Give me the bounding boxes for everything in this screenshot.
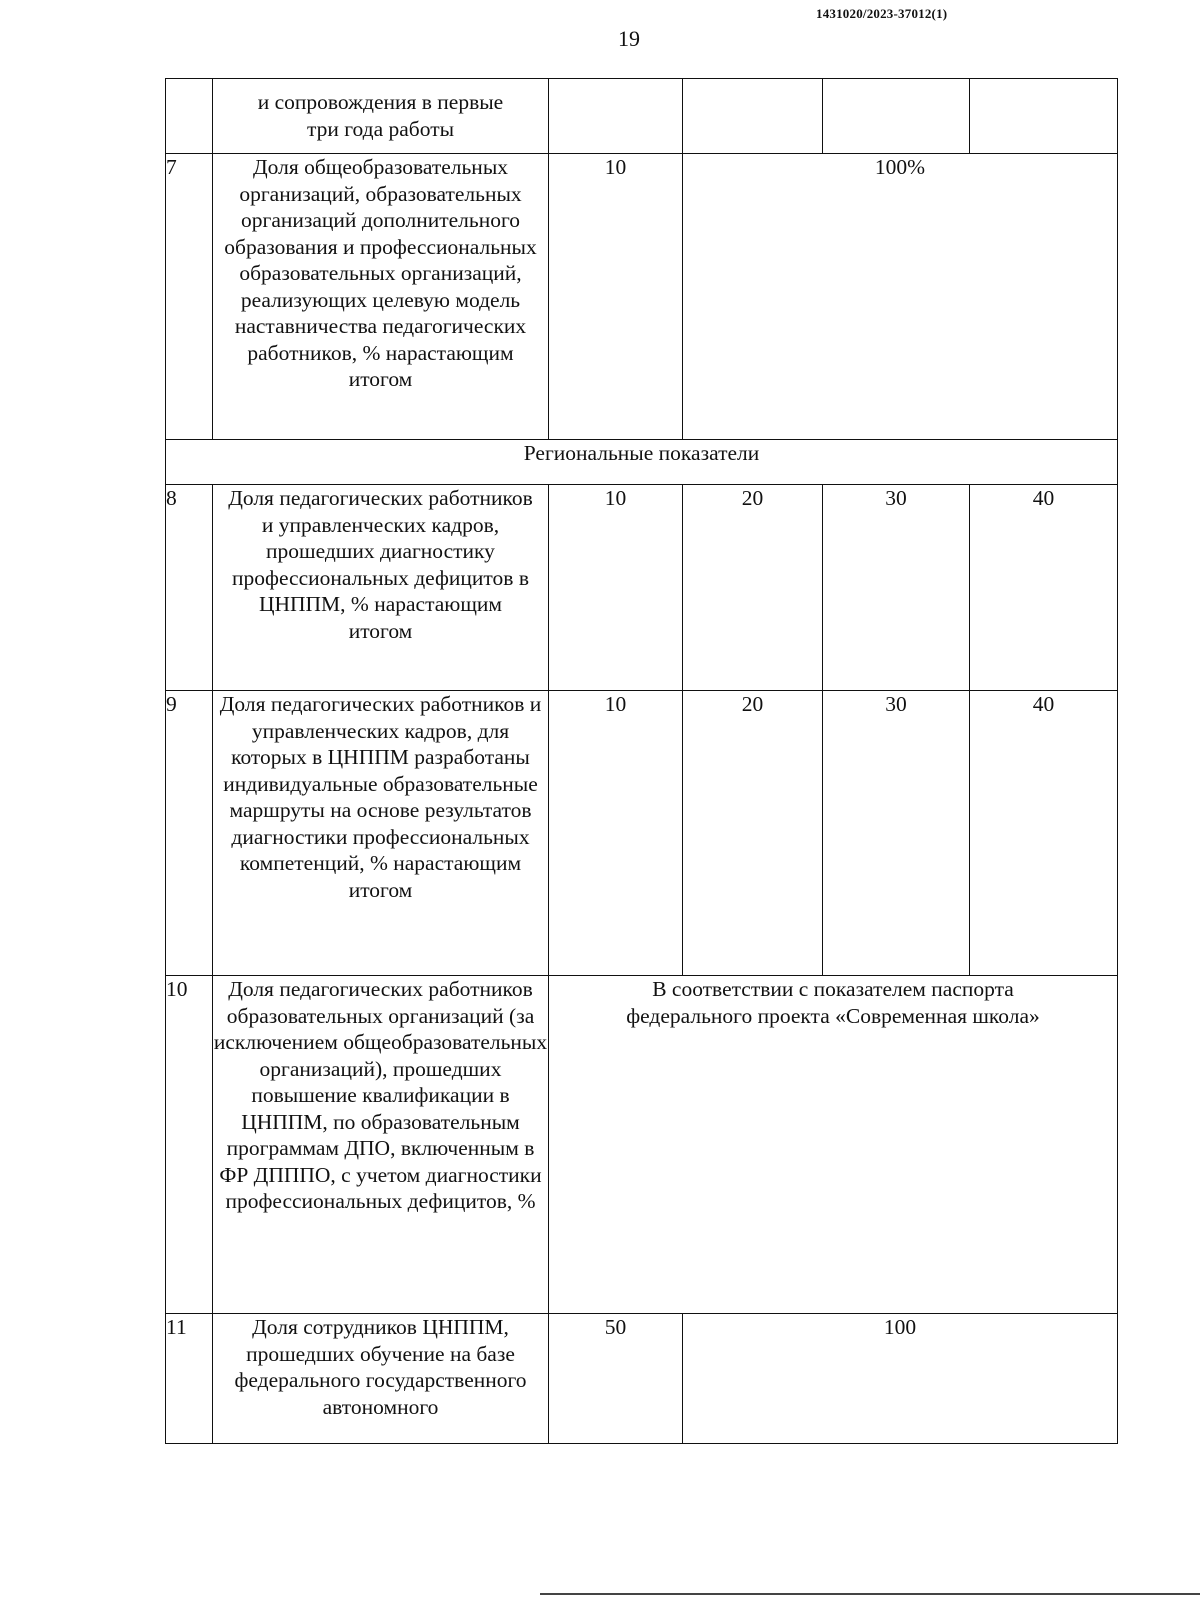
value-cell: 20 [683,485,823,691]
row-number: 11 [166,1314,213,1444]
row-number: 10 [166,976,213,1314]
value-cell: 30 [823,485,970,691]
value-cell: 10 [549,154,683,440]
page-number: 19 [618,26,640,51]
value-cell: 20 [683,691,823,976]
merged-value-cell: 100% [683,154,1118,440]
indicators-table [165,78,1118,1444]
value-cell: 40 [970,485,1118,691]
row-number: 7 [166,154,213,440]
indicator-description: Доля сотрудников ЦНППМ, прошедших обучение на базе федерального государственного автономного [213,1314,549,1444]
table-row [166,691,1118,976]
merged-value-cell: 100 [683,1314,1118,1444]
table-row [166,976,1118,1314]
indicator-description: Доля педагогических работников образовательных организаций (за исключением общеобразовательных организаций), прошедших повышение квалификации в ЦНППМ, по образовательным программам ДПО, включенным в ФР ДПППО, с учетом диагностики профессиональных дефицитов, % [213,976,549,1314]
value-cell: 30 [823,691,970,976]
row-number-cell [166,79,213,154]
indicator-description: Доля педагогических работников и управленческих кадров, прошедших диагностику профессиональных дефицитов в ЦНППМ, % нарастающим итогом [213,485,549,691]
row-number: 8 [166,485,213,691]
value-cell: 10 [549,691,683,976]
table-row [166,1314,1118,1444]
indicator-description: и сопровождения в первые три года работы [213,79,549,154]
value-cell [549,79,683,154]
merged-value-cell: В соответствии с показателем паспорта федерального проекта «Современная школа» [549,976,1118,1314]
value-cell [970,79,1118,154]
value-cell [683,79,823,154]
registration-number: 1431020/2023-37012(1) [816,6,948,21]
indicator-description: Доля педагогических работников и управленческих кадров, для которых в ЦНППМ разработаны индивидуальные образовательные маршруты на основе результатов диагностики профессиональных компетенций, % нарастающим итогом [213,691,549,976]
row-number: 9 [166,691,213,976]
value-cell: 50 [549,1314,683,1444]
value-cell [823,79,970,154]
table-row [166,79,1118,154]
table-row [166,154,1118,440]
value-cell: 40 [970,691,1118,976]
section-row [166,440,1118,485]
value-cell: 10 [549,485,683,691]
table-row [166,485,1118,691]
indicator-description: Доля общеобразовательных организаций, образовательных организаций дополнительного образования и профессиональных образовательных организаций, реализующих целевую модель наставничества педагогических работников, % нарастающим итогом [213,154,549,440]
section-header: Региональные показатели [166,440,1118,485]
scan-edge-line [540,1593,1200,1595]
